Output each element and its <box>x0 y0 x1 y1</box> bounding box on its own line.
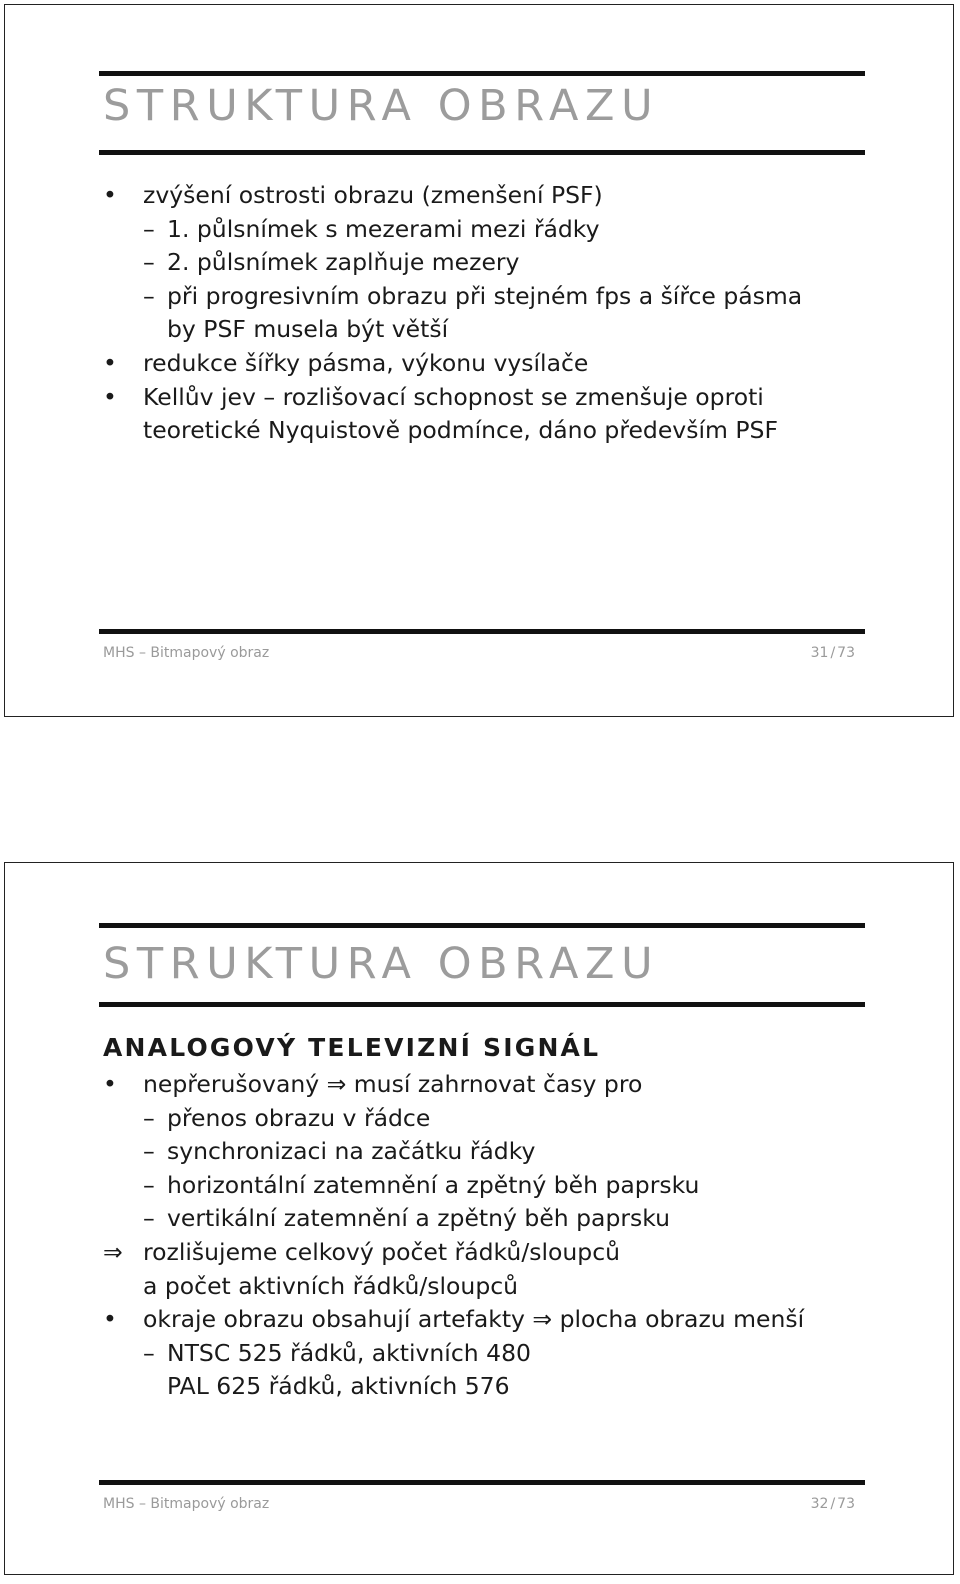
bullet-marker: • <box>103 382 117 411</box>
title-bottom-rule <box>99 1002 865 1007</box>
continuation-text: by PSF musela být větší <box>167 315 449 344</box>
total-pages: 73 <box>837 645 855 661</box>
continuation-text: teoretické Nyquistově podmínce, dáno především PSF <box>143 416 778 445</box>
title-top-rule <box>99 923 865 928</box>
continuation-text: PAL 625 řádků, aktivních 576 <box>167 1372 510 1401</box>
sub-list-item-text: vertikální zatemnění a zpětný běh paprsku <box>167 1204 671 1233</box>
current-page: 31 <box>810 645 829 661</box>
footer-rule <box>99 1480 865 1485</box>
sub-list-item <box>103 1135 873 1169</box>
list-item <box>103 381 873 415</box>
continuation-line <box>103 313 873 347</box>
sub-list-item <box>103 1102 873 1136</box>
sub-list-item <box>103 1337 873 1371</box>
sub-list-item <box>103 213 873 247</box>
title-bottom-rule <box>99 150 865 155</box>
slide-31 <box>4 4 954 717</box>
continuation-line <box>103 414 873 448</box>
dash-marker: – <box>143 1170 155 1199</box>
sub-list-item <box>103 1169 873 1203</box>
sub-list-item-text: synchronizaci na začátku řádky <box>167 1137 536 1166</box>
list-item-text: nepřerušovaný ⇒ musí zahrnovat časy pro <box>143 1070 643 1098</box>
sub-list-item <box>103 1202 873 1236</box>
title-top-rule <box>99 71 865 76</box>
list-item <box>103 1068 873 1102</box>
continuation-text: a počet aktivních řádků/sloupců <box>143 1271 519 1300</box>
list-item <box>103 179 873 213</box>
bullet-marker: • <box>103 1070 117 1098</box>
list-item-text: redukce šířky pásma, výkonu vysílače <box>143 348 589 377</box>
sub-list-item-text: při progresivním obrazu při stejném fps a šířce pásma <box>167 281 803 310</box>
list-item <box>103 347 873 381</box>
list-item <box>103 1236 873 1270</box>
section-heading: ANALOGOVÝ TELEVIZNÍ SIGNÁL <box>103 1033 601 1062</box>
dash-marker: – <box>143 214 155 243</box>
sub-list-item-text: NTSC 525 řádků, aktivních 480 <box>167 1338 531 1367</box>
footer-rule <box>99 629 865 634</box>
footer-title: MHS – Bitmapový obraz <box>103 1496 270 1512</box>
dash-marker: – <box>143 248 155 277</box>
sub-list-item-text: přenos obrazu v řádce <box>167 1103 431 1132</box>
bullet-marker: • <box>103 1305 117 1334</box>
slide-32 <box>4 862 954 1575</box>
slide-title: STRUKTURA OBRAZU <box>103 939 660 989</box>
slide-title: STRUKTURA OBRAZU <box>103 81 660 131</box>
implies-marker: ⇒ <box>103 1237 123 1266</box>
list-item <box>103 1303 873 1337</box>
bullet-marker: • <box>103 348 117 377</box>
sub-list-item-text: horizontální zatemnění a zpětný běh paprsku <box>167 1170 700 1199</box>
sub-list-item <box>103 246 873 280</box>
page-number: 32 / 73 <box>810 1496 855 1512</box>
dash-marker: – <box>143 281 155 310</box>
dash-marker: – <box>143 1204 155 1233</box>
slide-content <box>103 179 873 448</box>
dash-marker: – <box>143 1338 155 1367</box>
dash-marker: – <box>143 1103 155 1132</box>
dash-marker: – <box>143 1137 155 1166</box>
footer-title: MHS – Bitmapový obraz <box>103 645 270 661</box>
sub-list-item-text: 2. půlsnímek zaplňuje mezery <box>167 248 520 277</box>
continuation-line <box>103 1270 873 1304</box>
list-item-text: zvýšení ostrosti obrazu (zmenšení PSF) <box>143 181 603 209</box>
sub-list-item-text: 1. půlsnímek s mezerami mezi řádky <box>167 214 600 243</box>
slide-content <box>103 1028 873 1404</box>
list-item-text: okraje obrazu obsahují artefakty ⇒ plocha obrazu menší <box>143 1305 805 1334</box>
total-pages: 73 <box>837 1496 855 1512</box>
page-number: 31 / 73 <box>810 645 855 661</box>
list-item-text: rozlišujeme celkový počet řádků/sloupců <box>143 1237 621 1266</box>
sub-list-item <box>103 280 873 314</box>
list-item-text: Kellův jev – rozlišovací schopnost se zmenšuje oproti <box>143 382 764 411</box>
current-page: 32 <box>810 1496 829 1512</box>
bullet-marker: • <box>103 181 117 209</box>
continuation-line <box>103 1370 873 1404</box>
